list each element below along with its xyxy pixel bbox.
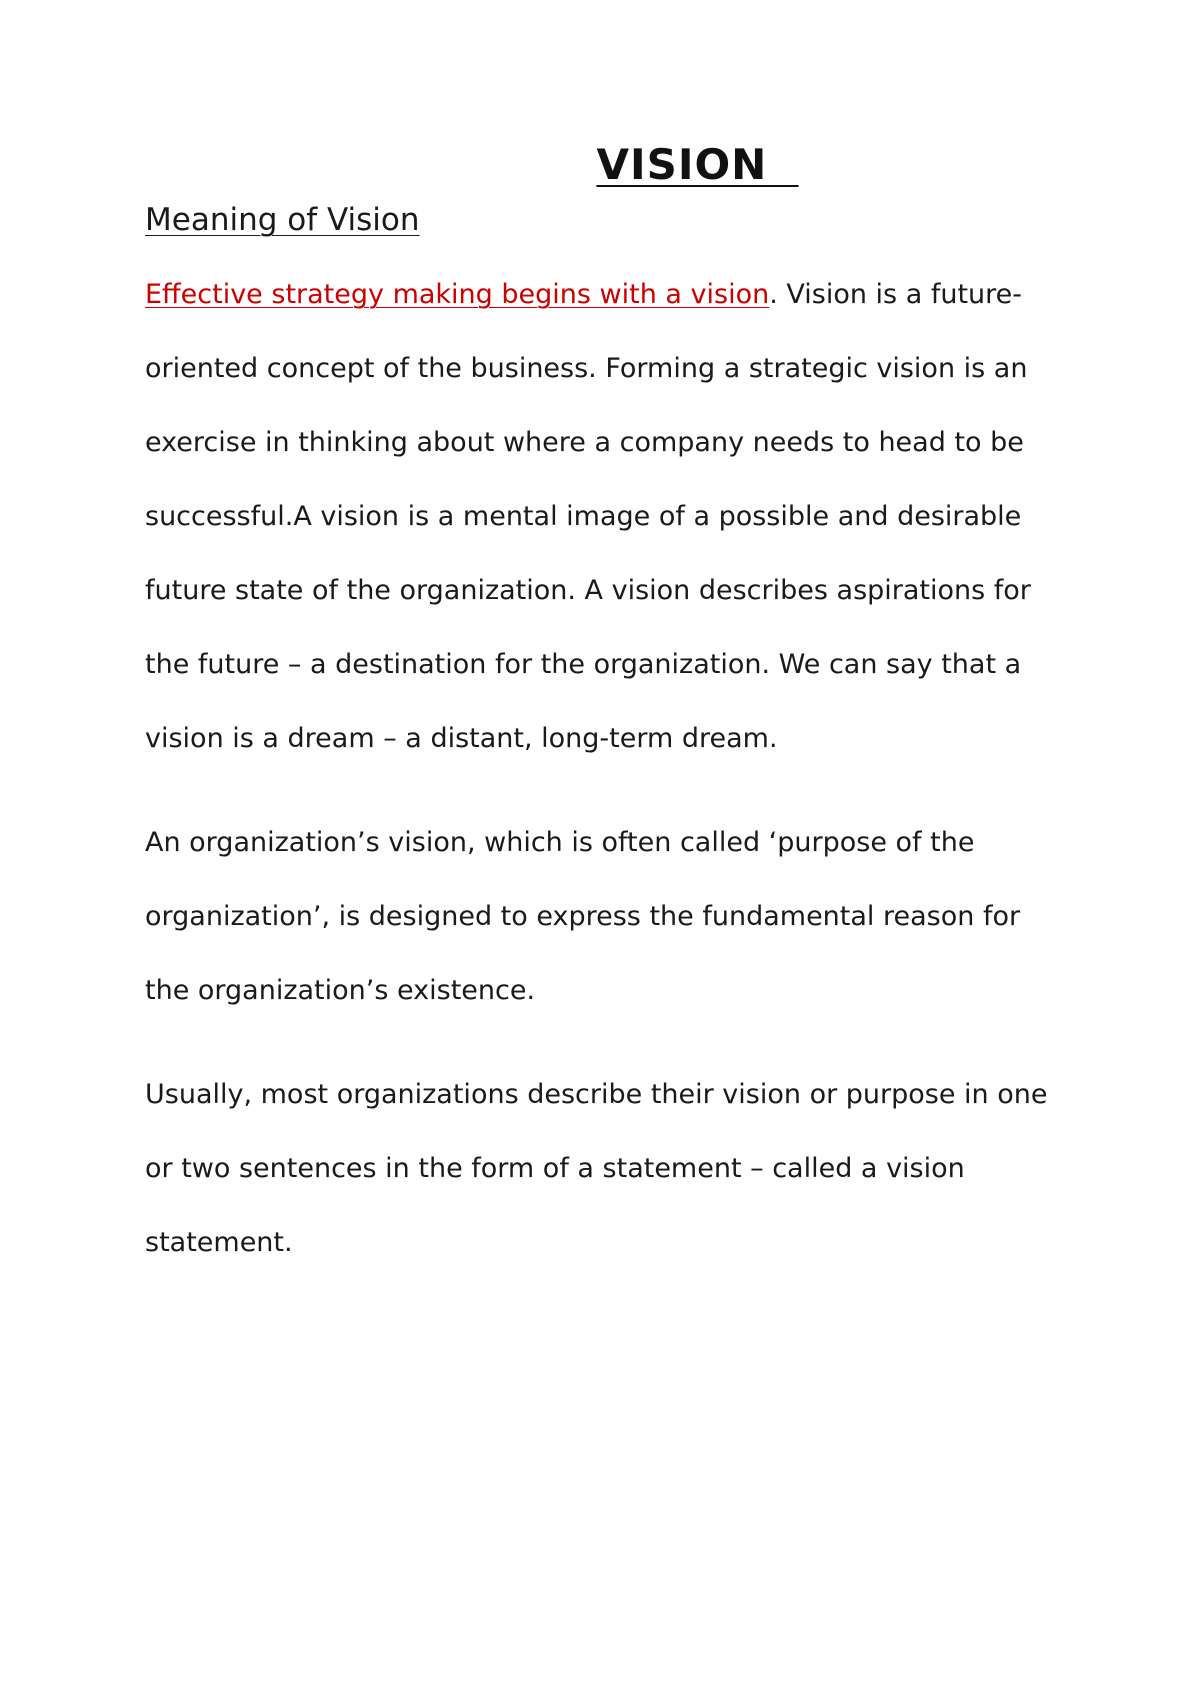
section-subheading: Meaning of Vision [145,202,420,238]
paragraph-1-text: . Vision is a future-oriented concept of the business. Forming a strategic vision is an exercise in thinking about where a company needs to head to be successful.A vision is a mental image of a possible and desirable future state of the organization. A vision describes aspirations for the future – a destination for the organization. We can say that a vision is a dream – a distant, long-term dream. [145,279,1031,754]
document-body [145,198,1065,1280]
page-title: VISION [596,140,799,189]
paragraph-1 [145,258,1065,776]
paragraph-2 [145,806,1065,1028]
highlighted-phrase[interactable]: Effective strategy making begins with a vision [145,279,770,310]
paragraph-3-text: Usually, most organizations describe their vision or purpose in one or two sentences in the form of a statement – called a vision statement. [145,1079,1048,1258]
title-heading [0,140,1200,189]
paragraph-2-text: An organization’s vision, which is often called ‘purpose of the organization’, is designed to express the fundamental reason for the organization’s existence. [145,827,1021,1006]
paragraph-3 [145,1058,1065,1280]
